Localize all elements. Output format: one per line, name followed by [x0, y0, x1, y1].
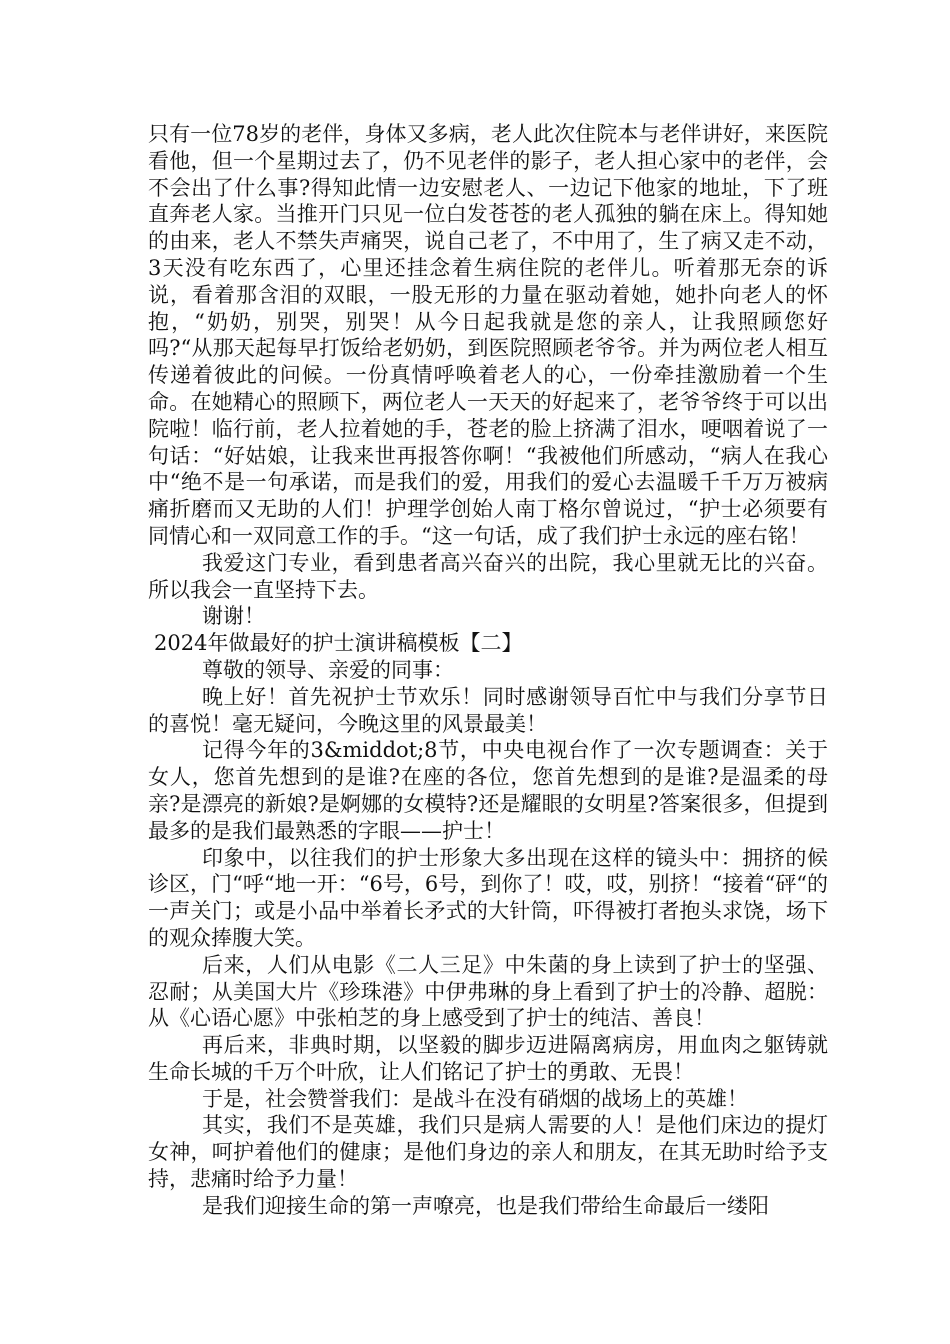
- paragraph-life: 是我们迎接生命的第一声嘹亮，也是我们带给生命最后一缕阳: [202, 1193, 769, 1218]
- paragraph-impression: 印象中，以往我们的护士形象大多出现在这样的镜头中：拥挤的候诊区，门“呼“地一开：“6号，6号，到你了！哎，哎，别挤！“接着“砰“的一声关门；或是小品中举着长矛式的大针筒，吓得被打者抱头求饶，场下的观众捧腹大笑。: [148, 845, 828, 950]
- paragraph-sars: 再后来，非典时期，以坚毅的脚步迈进隔离病房，用血肉之躯铸就生命长城的千万个叶欣，让人们铭记了护士的勇敢、无畏！: [148, 1033, 828, 1084]
- paragraph-story-continued: 只有一位78岁的老伴，身体又多病，老人此次住院本与老伴讲好，来医院看他，但一个星期过去了，仍不见老伴的影子，老人担心家中的老伴，会不会出了什么事?得知此情一边安慰老人、一边记下他家的地址，下了班直奔老人家。当推开门只见一位白发苍苍的老人孤独的躺在床上。得知她的由来，老人不禁失声痛哭，说自己老了，不中用了，生了病又走不动，3天没有吃东西了，心里还挂念着生病住院的老伴儿。听着那无奈的诉说，看着那含泪的双眼，一股无形的力量在驱动着她，她扑向老人的怀抱，“奶奶，别哭，别哭！从今日起我就是您的亲人，让我照顾您好吗?“从那天起每早打饭给老奶奶，到医院照顾老爷爷。并为两位老人相互传递着彼此的问候。一份真情呼唤着老人的心，一份牵挂激励着一个生命。在她精心的照顾下，两位老人一天天的好起来了，老爷爷终于可以出院啦！临行前，老人拉着她的手，苍老的脸上挤满了泪水，哽咽着说了一句话：“好姑娘，让我来世再报答你啊！“我被他们所感动，“病人在我心中“绝不是一句承诺，而是我们的爱，用我们的爱心去温暖千千万万被病痛折磨而又无助的人们！护理学创始人南丁格尔曾说过，“护士必须要有同情心和一双同意工作的手。“这一句话，成了我们护士永远的座右铭！: [148, 122, 828, 548]
- paragraph-films: 后来，人们从电影《二人三足》中朱菌的身上读到了护士的坚强、忍耐；从美国大片《珍珠港》中伊弗琳的身上看到了护士的冷静、超脱：从《心语心愿》中张柏芝的身上感受到了护士的纯洁、善良！: [148, 952, 828, 1031]
- paragraph-salutation: 尊敬的领导、亲爱的同事：: [202, 657, 454, 682]
- document-body: [148, 121, 828, 1220]
- paragraph-not-heroes: 其实，我们不是英雄，我们只是病人需要的人！是他们床边的提灯女神，呵护着他们的健康；是他们身边的亲人和朋友，在其无助时给予支持，悲痛时给予力量！: [148, 1113, 828, 1192]
- paragraph-survey: 记得今年的3&middot;8节，中央电视台作了一次专题调查：关于女人，您首先想到的是谁?在座的各位，您首先想到的是谁?是温柔的母亲?是漂亮的新娘?是婀娜的女模特?还是耀眼的女明星?答案很多，但提到最多的是我们最熟悉的字眼——护士！: [148, 738, 828, 843]
- paragraph-greeting: 晚上好！首先祝护士节欢乐！同时感谢领导百忙中与我们分享节日的喜悦！毫无疑问，今晚这里的风景最美！: [148, 684, 828, 736]
- paragraph-heroes: 于是，社会赞誉我们：是战斗在没有硝烟的战场上的英雄！: [202, 1086, 748, 1111]
- paragraph-love-profession: 我爱这门专业，看到患者高兴奋兴的出院，我心里就无比的兴奋。所以我会一直坚持下去。: [148, 550, 828, 602]
- section-heading: 2024年做最好的护士演讲稿模板【二】: [154, 631, 523, 656]
- paragraph-thanks: 谢谢！: [202, 604, 265, 629]
